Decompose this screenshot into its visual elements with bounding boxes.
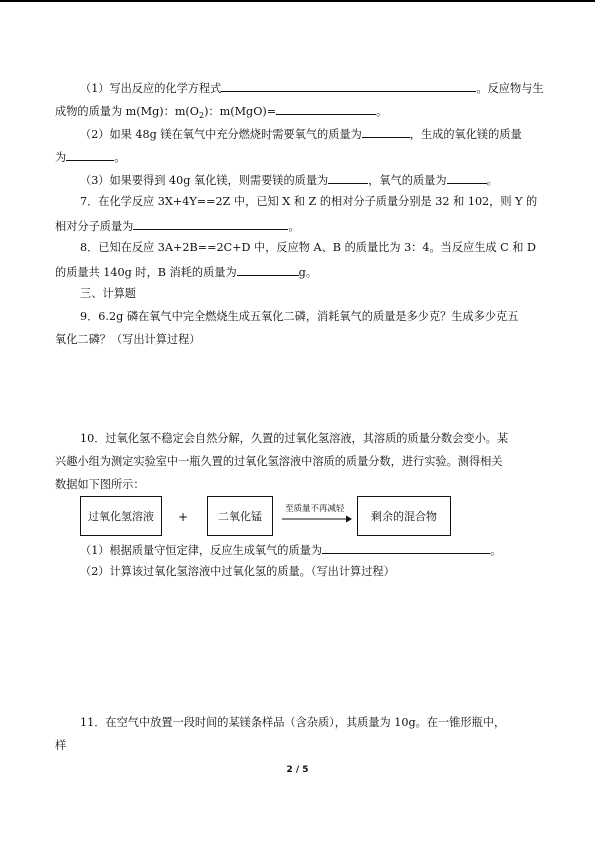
q6-part2-tail: ，生成的氧化镁的质量 [409,128,522,141]
q6-line4-prefix: 为 [55,151,67,164]
q8-line-1: 8．已知在反应 3A+2B==2C+D 中，反应物 A、B 的质量比为 3：4。当反应生成 C 和 D [80,241,537,254]
q6-mgo-mass-blank[interactable] [66,149,114,161]
q6-part1-prompt: （1）写出反应的化学方程式 [80,82,222,95]
q10-sub1-prompt: （1）根据质量守恒定律，反应生成氧气的质量为 [80,544,323,557]
q6-part3-tail: 。 [486,174,498,187]
q11-line-1: 11．在空气中放置一段时间的某镁条样品（含杂质），其质量为 10g。在一锥形瓶中， [80,716,506,729]
diagram-arrow-icon [282,515,352,523]
q8-prompt: 的质量共 140g 时，B 消耗的质量为 [55,266,237,279]
q10-sub-2: （2）计算该过氧化氢溶液中过氧化氢的质量。（写出计算过程） [80,565,395,578]
diagram-box-remaining-label: 剩余的混合物 [371,510,437,523]
q10-sub1-tail: 。 [490,544,502,557]
q6-mass-ratio-text-2: )：m(MgO)= [204,105,277,118]
diagram-plus-sign: + [178,510,189,524]
q9-line-2: 氧化二磷？（写出计算过程） [55,333,201,346]
q6-mg-mass-blank[interactable] [328,172,368,184]
q8-tail: g。 [298,266,318,279]
q6-line-1 [80,80,544,96]
q6-o2-mass-blank[interactable] [447,172,487,184]
diagram-box-h2o2-label: 过氧化氢溶液 [88,510,154,523]
q10-line-3: 数据如下图所示： [55,478,145,491]
q8-line-2 [55,264,317,280]
diagram-box-remaining-mixture [357,496,451,536]
q6-line4-tail: 。 [114,151,126,164]
q9-line-1: 9．6.2g 磷在氧气中完全燃烧生成五氧化二磷，消耗氧气的质量是多少克？生成多少克五 [80,310,519,323]
diagram-arrow-label: 至质量不再减轻 [285,504,345,514]
q11-line-2: 样 [55,739,67,752]
q7-line-2 [55,218,300,234]
q6-part3-mid: ，氧气的质量为 [368,174,447,187]
q10-oxygen-mass-blank[interactable] [322,542,490,554]
q6-oxygen-mass-blank[interactable] [362,126,410,138]
q10-line-2: 兴趣小组为测定实验室中一瓶久置的过氧化氢溶液中溶质的质量分数，进行实验。测得相关 [55,455,503,468]
q8-answer-blank[interactable] [237,264,299,276]
q7-prompt: 相对分子质量为 [55,220,134,233]
q6-part3-prompt: （3）如果要得到 40g 氧化镁，则需要镁的质量为 [80,174,329,187]
page-number: 2 / 5 [286,765,309,775]
q6-line-3 [80,126,522,142]
q6-equation-blank[interactable] [221,80,476,92]
q6-o2-subscript: 2 [198,111,205,121]
diagram-box-mno2-label: 二氧化锰 [218,510,262,523]
q6-mass-ratio-blank[interactable] [276,103,376,115]
q10-line-1: 10．过氧化氢不稳定会自然分解，久置的过氧化氢溶液，其溶质的质量分数会变小。某 [80,432,509,445]
q6-part1-tail: 。反应物与生 [476,82,544,95]
section-heading-calculation: 三、计算题 [80,287,136,300]
q6-part2-prompt: （2）如果 48g 镁在氧气中充分燃烧时需要氧气的质量为 [80,128,362,141]
q6-line-4 [55,149,125,165]
diagram-box-mno2 [207,496,273,536]
q6-mass-ratio-text: 成物的质量为 m(Mg)：m(O [55,105,199,118]
page-top-rule [0,0,595,2]
q10-sub-1 [80,542,501,558]
q7-tail: 。 [288,220,300,233]
q6-line2-tail: 。 [376,105,388,118]
diagram-box-h2o2-solution [80,496,162,536]
q6-line-2 [55,103,387,123]
q6-line-5 [80,172,498,188]
q7-answer-blank[interactable] [133,218,288,230]
q7-line-1: 7．在化学反应 3X+4Y==2Z 中，已知 X 和 Z 的相对分子质量分别是 32 和 102，则 Y 的 [80,195,538,208]
